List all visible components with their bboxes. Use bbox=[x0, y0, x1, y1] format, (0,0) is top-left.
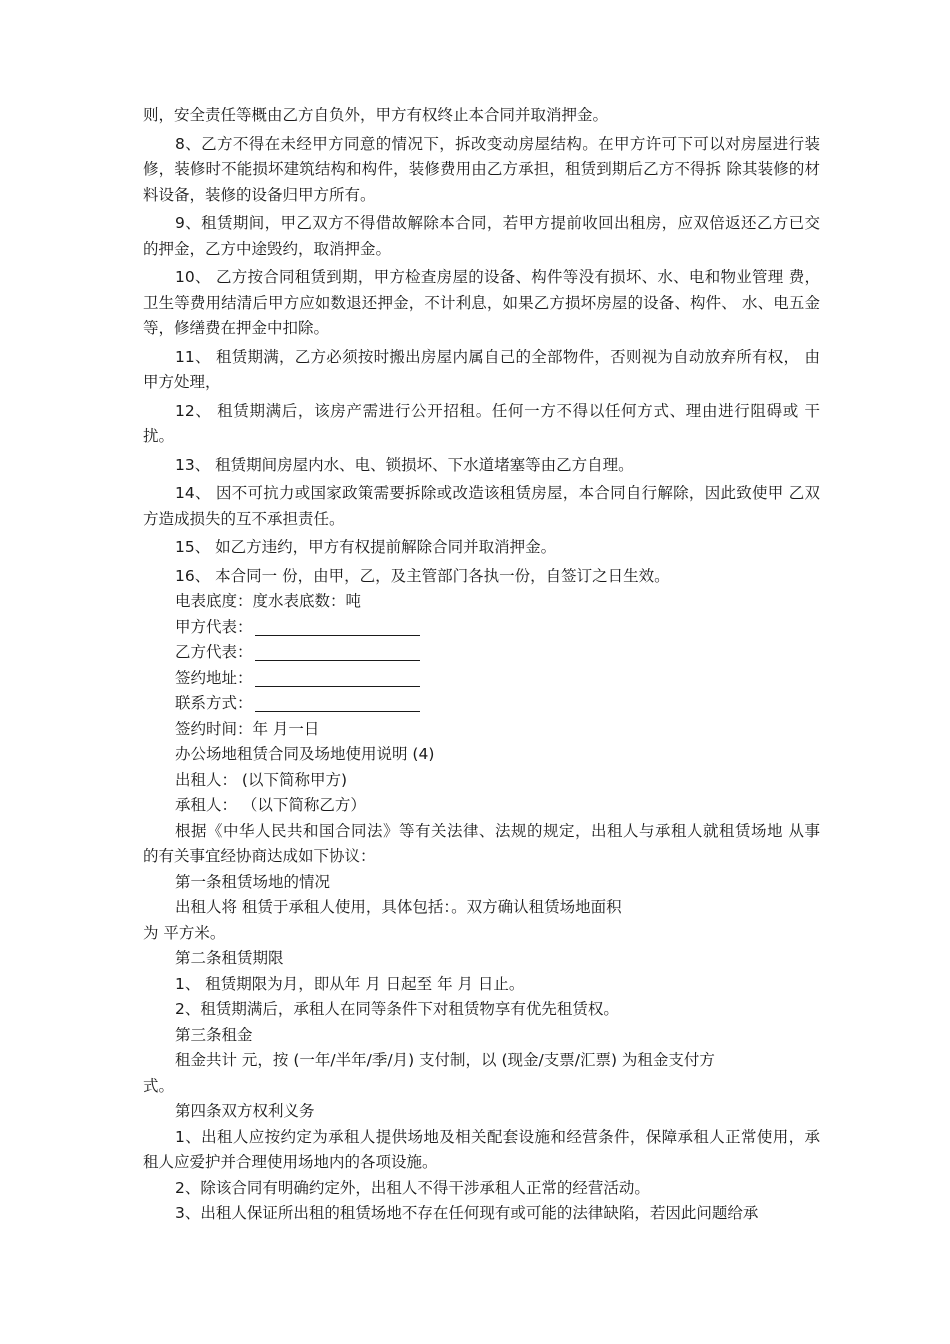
preamble: 根据《中华人民共和国合同法》等有关法律、法规的规定，出租人与承租人就租赁场地 从事 的有关事宜经协商达成如下协议： bbox=[143, 821, 820, 865]
blank-line bbox=[255, 695, 420, 712]
document-body bbox=[143, 103, 820, 1227]
paragraph-clause-12: 12、 租赁期满后，该房产需进行公开招租。任何一方不得以任何方式、理由进行阻碍或 干扰。 bbox=[143, 401, 820, 445]
article-1-text: 出租人将 租赁于承租人使用，具体包括：。双方确认租赁场地面积 bbox=[175, 898, 622, 916]
paragraph-clause-13: 13、 租赁期间房屋内水、电、锁损坏、下水道堵塞等由乙方自理。 bbox=[175, 455, 634, 474]
field-label: 乙方代表： bbox=[175, 643, 253, 661]
field-label: 甲方代表： bbox=[175, 617, 253, 636]
lessee-line: 承租人： （以下简称乙方） bbox=[175, 796, 366, 814]
blank-line bbox=[255, 619, 420, 636]
contract-title: 办公场地租赁合同及场地使用说明 (4) bbox=[175, 745, 435, 763]
paragraph-clause-10: 10、 乙方按合同租赁到期，甲方检查房屋的设备、构件等没有损坏、水、电和物业管理 费，卫生等费用结清后甲方应如数退还押金，不计利息，如果乙方损坏房屋的设备、构件、 水、电五金等，修缮费在押金中扣除。 bbox=[143, 268, 820, 337]
article-4-item-1: 1、出租人应按约定为承租人提供场地及相关配套设施和经营条件，保障承租人正常使用，承租人应爱护并合理使用场地内的各项设施。 bbox=[143, 1127, 820, 1171]
article-1-heading: 第一条租赁场地的情况 bbox=[175, 872, 331, 891]
article-4-item-3: 3、出租人保证所出租的租赁场地不存在任何现有或可能的法律缺陷，若因此问题给承 bbox=[175, 1204, 759, 1222]
article-2-item-1: 1、 租赁期限为月，即从年 月 日起至 年 月 日止。 bbox=[175, 974, 525, 993]
paragraph-clause-11: 11、 租赁期满，乙方必须按时搬出房屋内属自己的全部物件，否则视为自动放弃所有权， 由甲方处理， bbox=[143, 347, 820, 391]
blank-line bbox=[255, 644, 420, 661]
paragraph-clause-9: 9、租赁期间，甲乙双方不得借故解除本合同，若甲方提前收回出租房，应双倍返还乙方已交的押金，乙方中途毁约，取消押金。 bbox=[143, 214, 820, 258]
article-2-heading: 第二条租赁期限 bbox=[175, 949, 284, 967]
lessor-line: 出租人： (以下简称甲方) bbox=[175, 770, 348, 789]
paragraph-clause-16: 16、 本合同一 份，由甲，乙，及主管部门各执一份，自签订之日生效。 bbox=[175, 566, 670, 585]
article-3-heading: 第三条租金 bbox=[175, 1025, 253, 1044]
field-label: 签约地址： bbox=[175, 668, 253, 687]
article-4-heading: 第四条双方权利义务 bbox=[175, 1102, 315, 1120]
article-3-text-end: 式。 bbox=[143, 1076, 175, 1095]
article-4-item-2: 2、除该合同有明确约定外，出租人不得干涉承租人正常的经营活动。 bbox=[175, 1178, 650, 1197]
field-party-a-rep bbox=[143, 615, 820, 641]
meter-readings: 电表底度：度水表底数：吨 bbox=[175, 592, 362, 610]
article-3-text: 租金共计 元，按 (一年/半年/季/月) 支付制，以 (现金/支票/汇票) 为租金支付方 bbox=[175, 1051, 715, 1069]
paragraph-clause-15: 15、 如乙方违约，甲方有权提前解除合同并取消押金。 bbox=[175, 538, 557, 556]
field-sign-address bbox=[143, 666, 820, 692]
field-contact bbox=[143, 691, 820, 717]
article-1-area: 为 平方米。 bbox=[143, 923, 226, 942]
blank-line bbox=[255, 670, 420, 687]
paragraph-clause-8: 8、乙方不得在未经甲方同意的情况下，拆改变动房屋结构。在甲方许可下可以对房屋进行装修，装修时不能损坏建筑结构和构件，装修费用由乙方承担，租赁到期后乙方不得拆 除其装修的材料设备，装修的设备归甲方所有。 bbox=[143, 134, 820, 204]
sign-date: 签约时间：年 月一日 bbox=[175, 719, 320, 738]
paragraph-1: 则，安全责任等概由乙方自负外，甲方有权终止本合同并取消押金。 bbox=[143, 106, 609, 124]
field-party-b-rep bbox=[143, 640, 820, 666]
paragraph-clause-14: 14、 因不可抗力或国家政策需要拆除或改造该租赁房屋，本合同自行解除，因此致使甲 乙双方造成损失的互不承担责任。 bbox=[143, 484, 820, 528]
field-label: 联系方式： bbox=[175, 694, 253, 712]
article-2-item-2: 2、租赁期满后，承租人在同等条件下对租赁物享有优先租赁权。 bbox=[175, 1000, 619, 1018]
